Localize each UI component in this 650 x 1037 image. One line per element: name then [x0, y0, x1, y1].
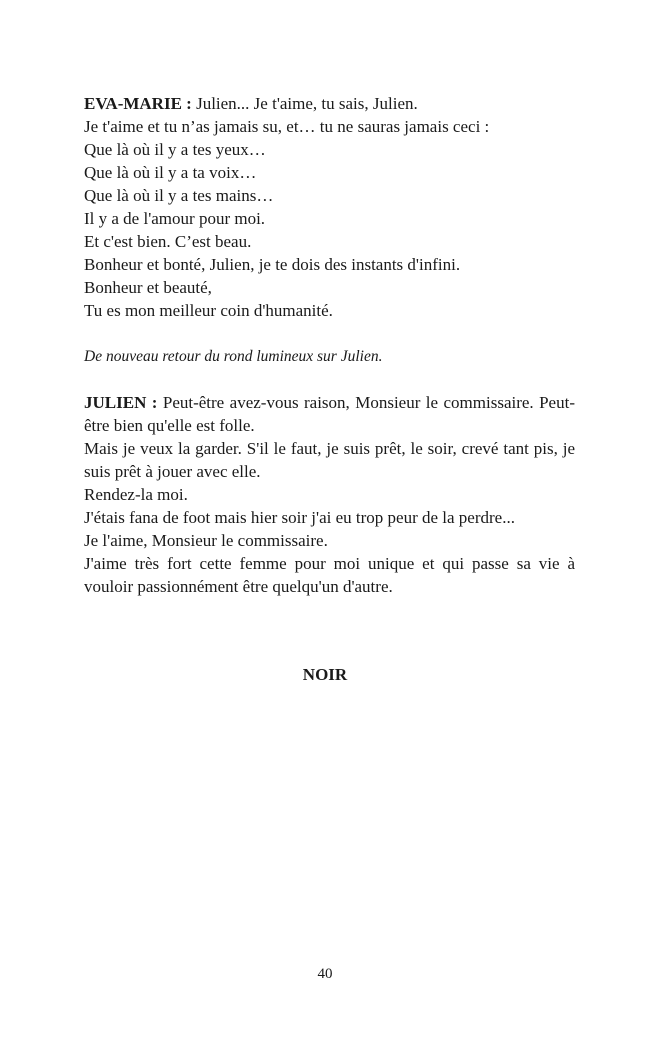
eva-line-5: Il y a de l'amour pour moi.	[84, 209, 266, 228]
spacer	[84, 368, 575, 391]
eva-line-8: Bonheur et beauté,	[84, 278, 212, 297]
julien-paragraph-1	[84, 391, 575, 437]
julien-paragraph-2: Mais je veux la garder. S'il le faut, je suis prêt, le soir, crevé tant pis, je suis prêt à jouer avec elle.	[84, 439, 575, 481]
eva-line-2: Que là où il y a tes yeux…	[84, 140, 266, 159]
eva-line-3: Que là où il y a ta voix…	[84, 163, 257, 182]
spacer	[84, 322, 575, 345]
eva-line-4: Que là où il y a tes mains…	[84, 186, 274, 205]
julien-paragraph-3: Rendez-la moi.	[84, 485, 188, 504]
page-number: 40	[317, 966, 333, 982]
eva-line-7: Bonheur et bonté, Julien, je te dois des instants d'infini.	[84, 255, 461, 274]
eva-line-0: Julien... Je t'aime, tu sais, Julien.	[191, 94, 418, 113]
julien-paragraph-1-text: Peut-être avez-vous raison, Monsieur le commissaire. Peut-être bien qu'elle est folle.	[84, 393, 575, 435]
stage-direction: De nouveau retour du rond lumineux sur Julien.	[84, 348, 383, 365]
julien-paragraph-4: J'étais fana de foot mais hier soir j'ai eu trop peur de la perdre...	[84, 508, 515, 527]
speaker-eva-marie: EVA-MARIE :	[84, 94, 192, 113]
eva-line-6: Et c'est bien. C’est beau.	[84, 232, 252, 251]
eva-first-line	[84, 92, 575, 115]
eva-line-9: Tu es mon meilleur coin d'humanité.	[84, 301, 333, 320]
julien-paragraph-5: Je l'aime, Monsieur le commissaire.	[84, 531, 328, 550]
speaker-julien: JULIEN :	[84, 393, 158, 412]
ending-noir: NOIR	[302, 665, 348, 684]
eva-line-1: Je t'aime et tu n’as jamais su, et… tu ne sauras jamais ceci :	[84, 117, 490, 136]
page-text	[84, 92, 575, 598]
julien-paragraph-6: J'aime très fort cette femme pour moi unique et qui passe sa vie à vouloir passionnément être quelqu'un d'autre.	[84, 554, 575, 596]
